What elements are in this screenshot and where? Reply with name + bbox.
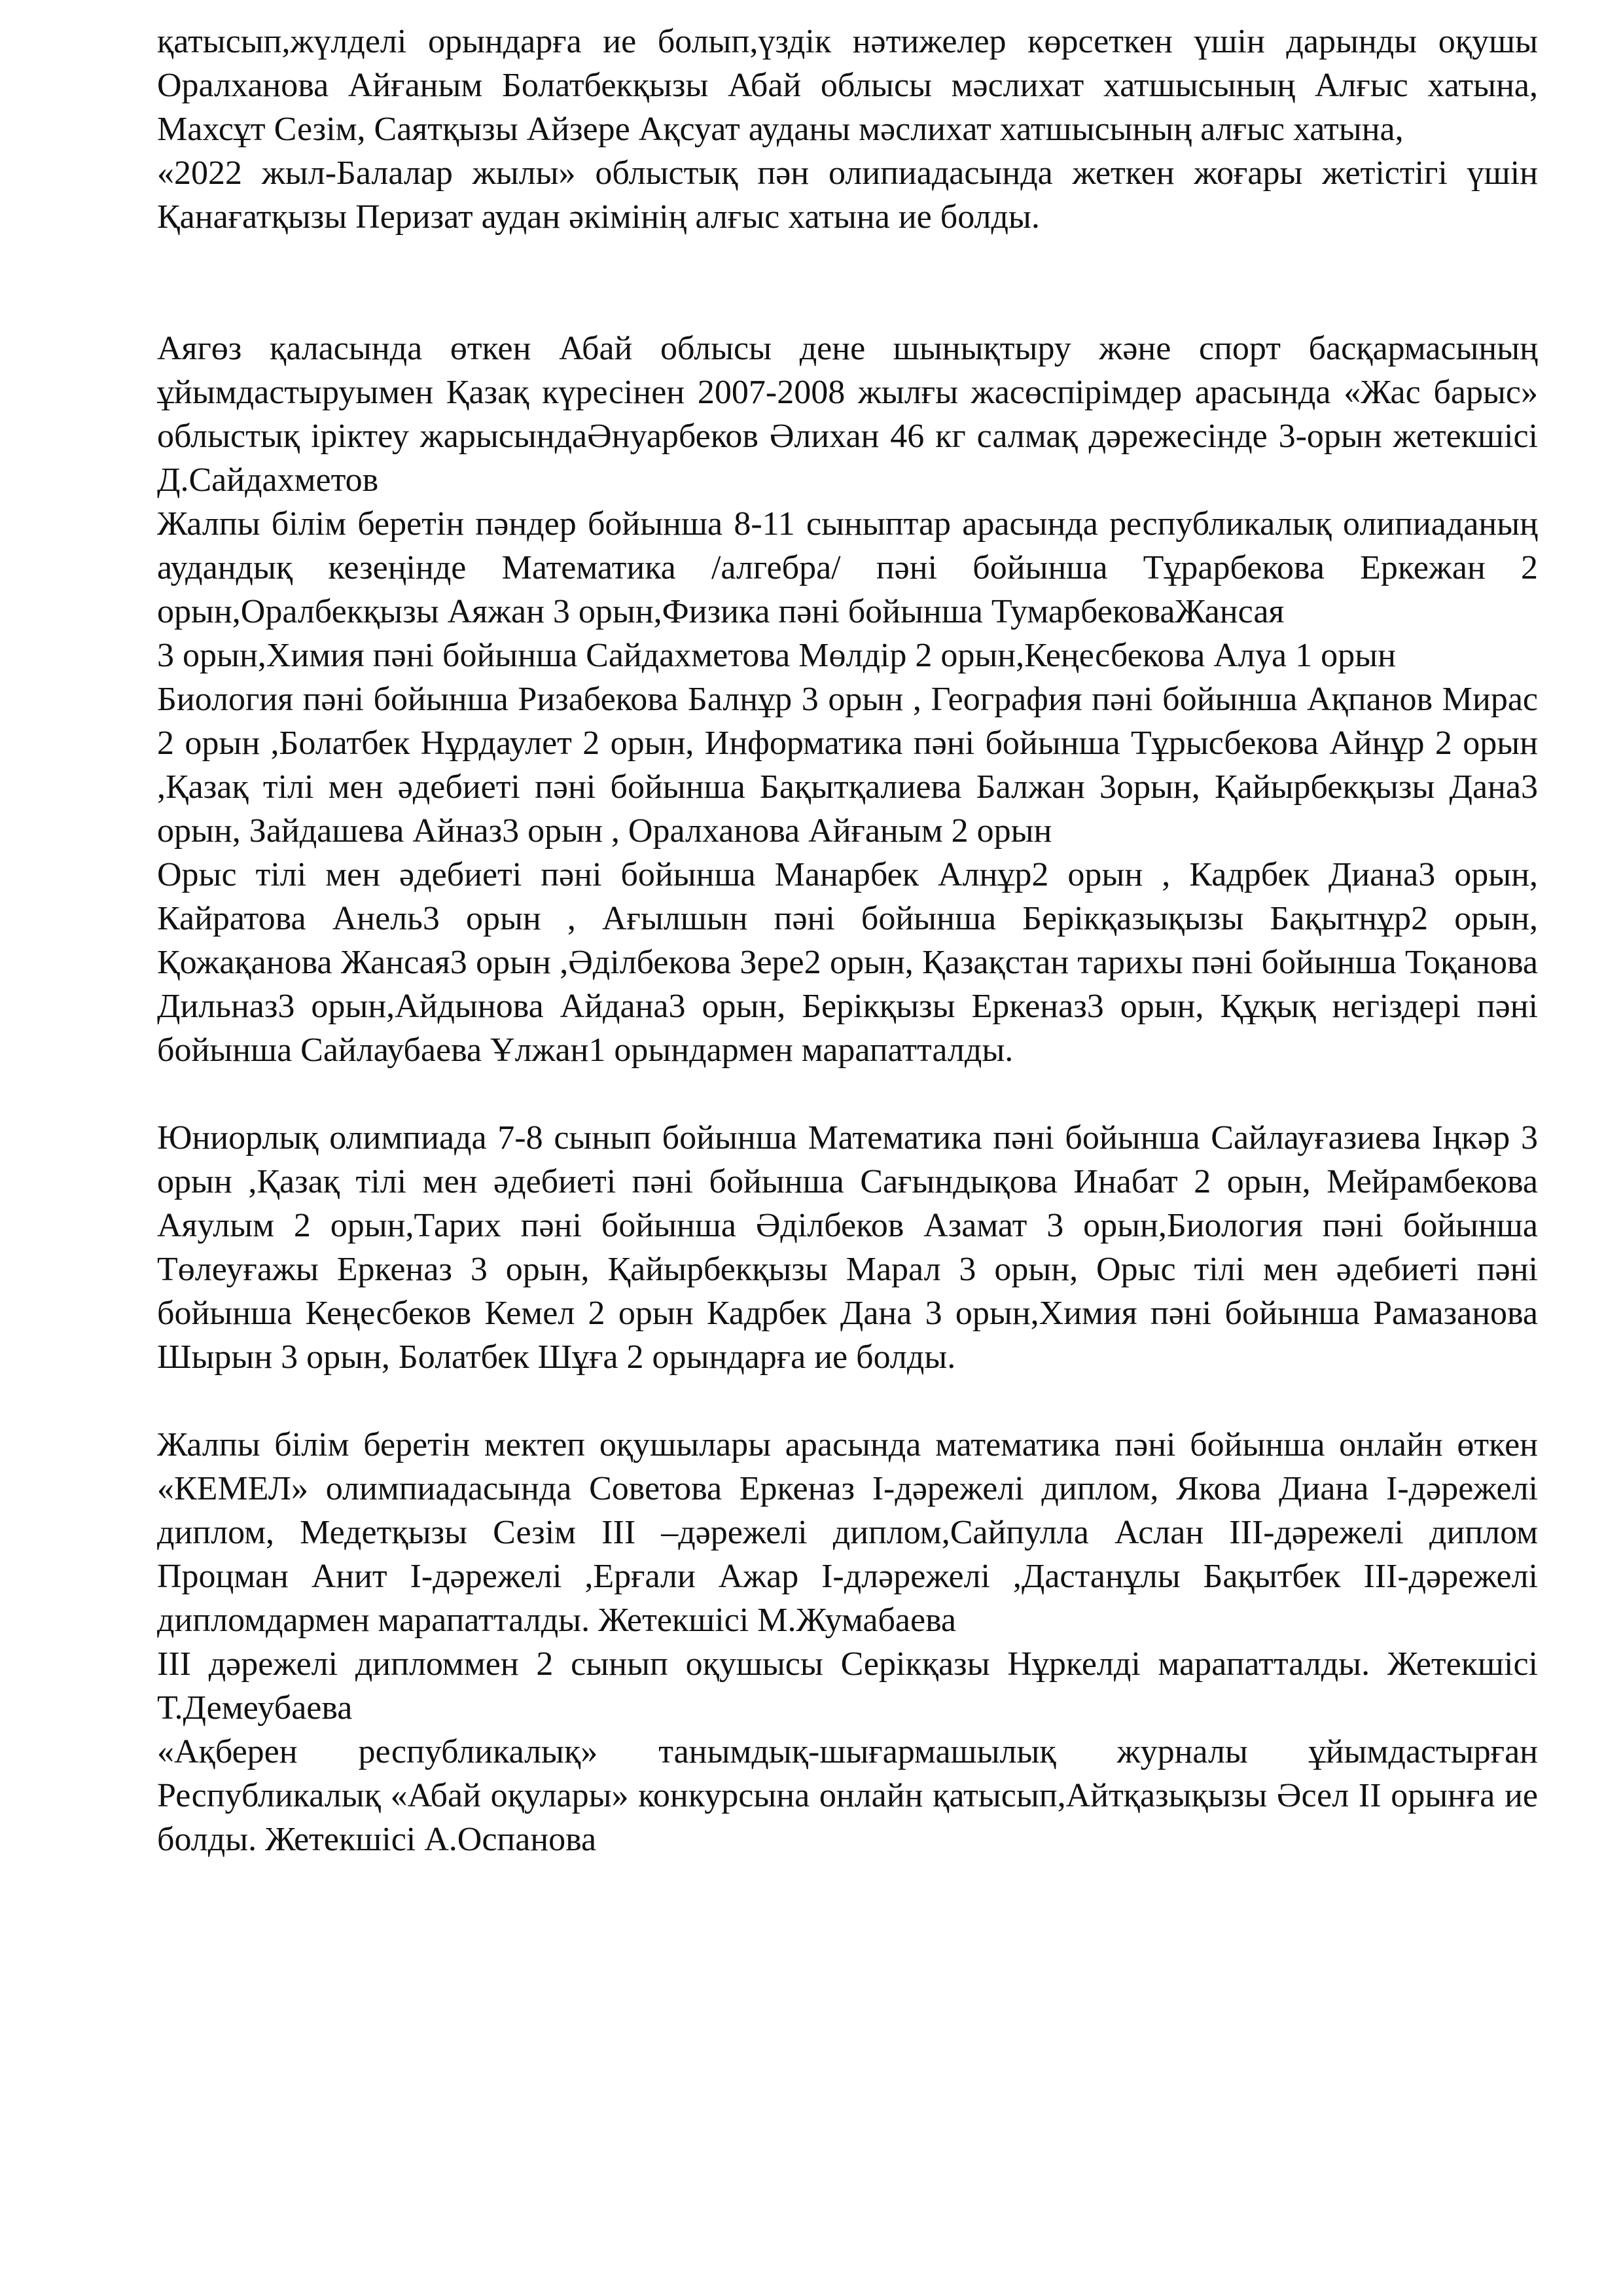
- spacer: [157, 1379, 1538, 1423]
- spacer: [157, 239, 1538, 327]
- paragraph: қатысып,жүлделі орындарға ие болып,үздік нәтижелер көрсеткен үшін дарынды оқушы Оралханова Айғаным Болатбекқызы Абай облысы мәслихат хатшысының Алғыс хатына, Махсұт Сезім, Саятқызы Айзере Ақсуат ауданы мәслихат хатшысының алғыс хатына,: [157, 23, 1538, 148]
- paragraph: «2022 жыл-Балалар жылы» облыстық пән олипиадасында жеткен жоғары жетістігі үшін Қанағатқызы Перизат аудан әкімінің алғыс хатына ие болды.: [157, 154, 1538, 236]
- paragraph: III дәрежелі дипломмен 2 сынып оқушысы Серікқазы Нұркелді марапатталды. Жетекшісі Т.Демеубаева: [157, 1645, 1538, 1727]
- paragraph: Орыс тілі мен әдебиеті пәні бойынша Манарбек Алнұр2 орын , Кадрбек Диана3 орын, Кайратова Анель3 орын , Ағылшын пәні бойынша Берікқазықызы Бақытнұр2 орын, Қожақанова Жансая3 орын ,Әділбекова Зере2 орын, Қазақстан тарихы пәні бойынша Тоқанова Дильназ3 орын,Айдынова Айдана3 орын, Берікқызы Еркеназ3 орын, Құқық негіздері пәні бойынша Сайлаубаева Ұлжан1 орындармен марапатталды.: [157, 856, 1538, 1069]
- paragraph: Жалпы білім беретін мектеп оқушылары арасында математика пәні бойынша онлайн өткен «КЕМЕЛ» олимпиадасында Советова Еркеназ I-дәрежелі диплом, Якова Диана I-дәрежелі диплом, Медетқызы Сезім III –дәрежелі диплом,Сайпулла Аслан III-дәрежелі диплом Процман Анит I-дәрежелі ,Ерғали Ажар I-дләрежелі ,Дастанұлы Бақытбек III-дәрежелі дипломдармен марапатталды. Жетекшісі М.Жумабаева: [157, 1426, 1538, 1639]
- document-page: [157, 20, 1538, 1861]
- paragraph: Аягөз қаласында өткен Абай облысы дене шынықтыру және спорт басқармасының ұйымдастыруымен Қазақ күресінен 2007-2008 жылғы жасөспірімдер арасында «Жас барыс» облыстық іріктеу жарысындаӘнуарбеков Әлихан 46 кг салмақ дәрежесінде 3-орын жетекшісі Д.Сайдахметов: [157, 330, 1538, 499]
- paragraph: Юниорлық олимпиада 7-8 сынып бойынша Математика пәні бойынша Сайлауғазиева Іңкәр 3 орын ,Қазақ тілі мен әдебиеті пәні бойынша Сағындықова Инабат 2 орын, Мейрамбекова Аяулым 2 орын,Тарих пәні бойынша Әділбеков Азамат 3 орын,Биология пәні бойынша Төлеуғажы Еркеназ 3 орын, Қайырбекқызы Марал 3 орын, Орыс тілі мен әдебиеті пәні бойынша Кеңесбеков Кемел 2 орын Кадрбек Дана 3 орын,Химия пәні бойынша Рамазанова Шырын 3 орын, Болатбек Шұға 2 орындарға ие болды.: [157, 1119, 1538, 1376]
- paragraph: Жалпы білім беретін пәндер бойынша 8-11 сыныптар арасында республикалық олипиаданың аудандық кезеңінде Математика /алгебра/ пәні бойынша Тұрарбекова Еркежан 2 орын,Оралбекқызы Аяжан 3 орын,Физика пәні бойынша ТумарбековаЖансая: [157, 505, 1538, 630]
- spacer: [157, 1072, 1538, 1116]
- paragraph: 3 орын,Химия пәні бойынша Сайдахметова Мөлдір 2 орын,Кеңесбекова Алуа 1 орын: [157, 637, 1396, 674]
- paragraph: Биология пәні бойынша Ризабекова Балнұр 3 орын , География пәні бойынша Ақпанов Мирас 2 орын ,Болатбек Нұрдаулет 2 орын, Информатика пәні бойынша Тұрысбекова Айнұр 2 орын ,Қазақ тілі мен әдебиеті пәні бойынша Бақытқалиева Балжан 3орын, Қайырбекқызы Дана3 орын, Зайдашева Айназ3 орын , Оралханова Айғаным 2 орын: [157, 681, 1538, 850]
- paragraph: «Ақберен республикалық» танымдық-шығармашылық журналы ұйымдастырған Республикалық «Абай оқулары» конкурсына онлайн қатысып,Айтқазықызы Әсел II орынға ие болды. Жетекшісі А.Оспанова: [157, 1733, 1538, 1858]
